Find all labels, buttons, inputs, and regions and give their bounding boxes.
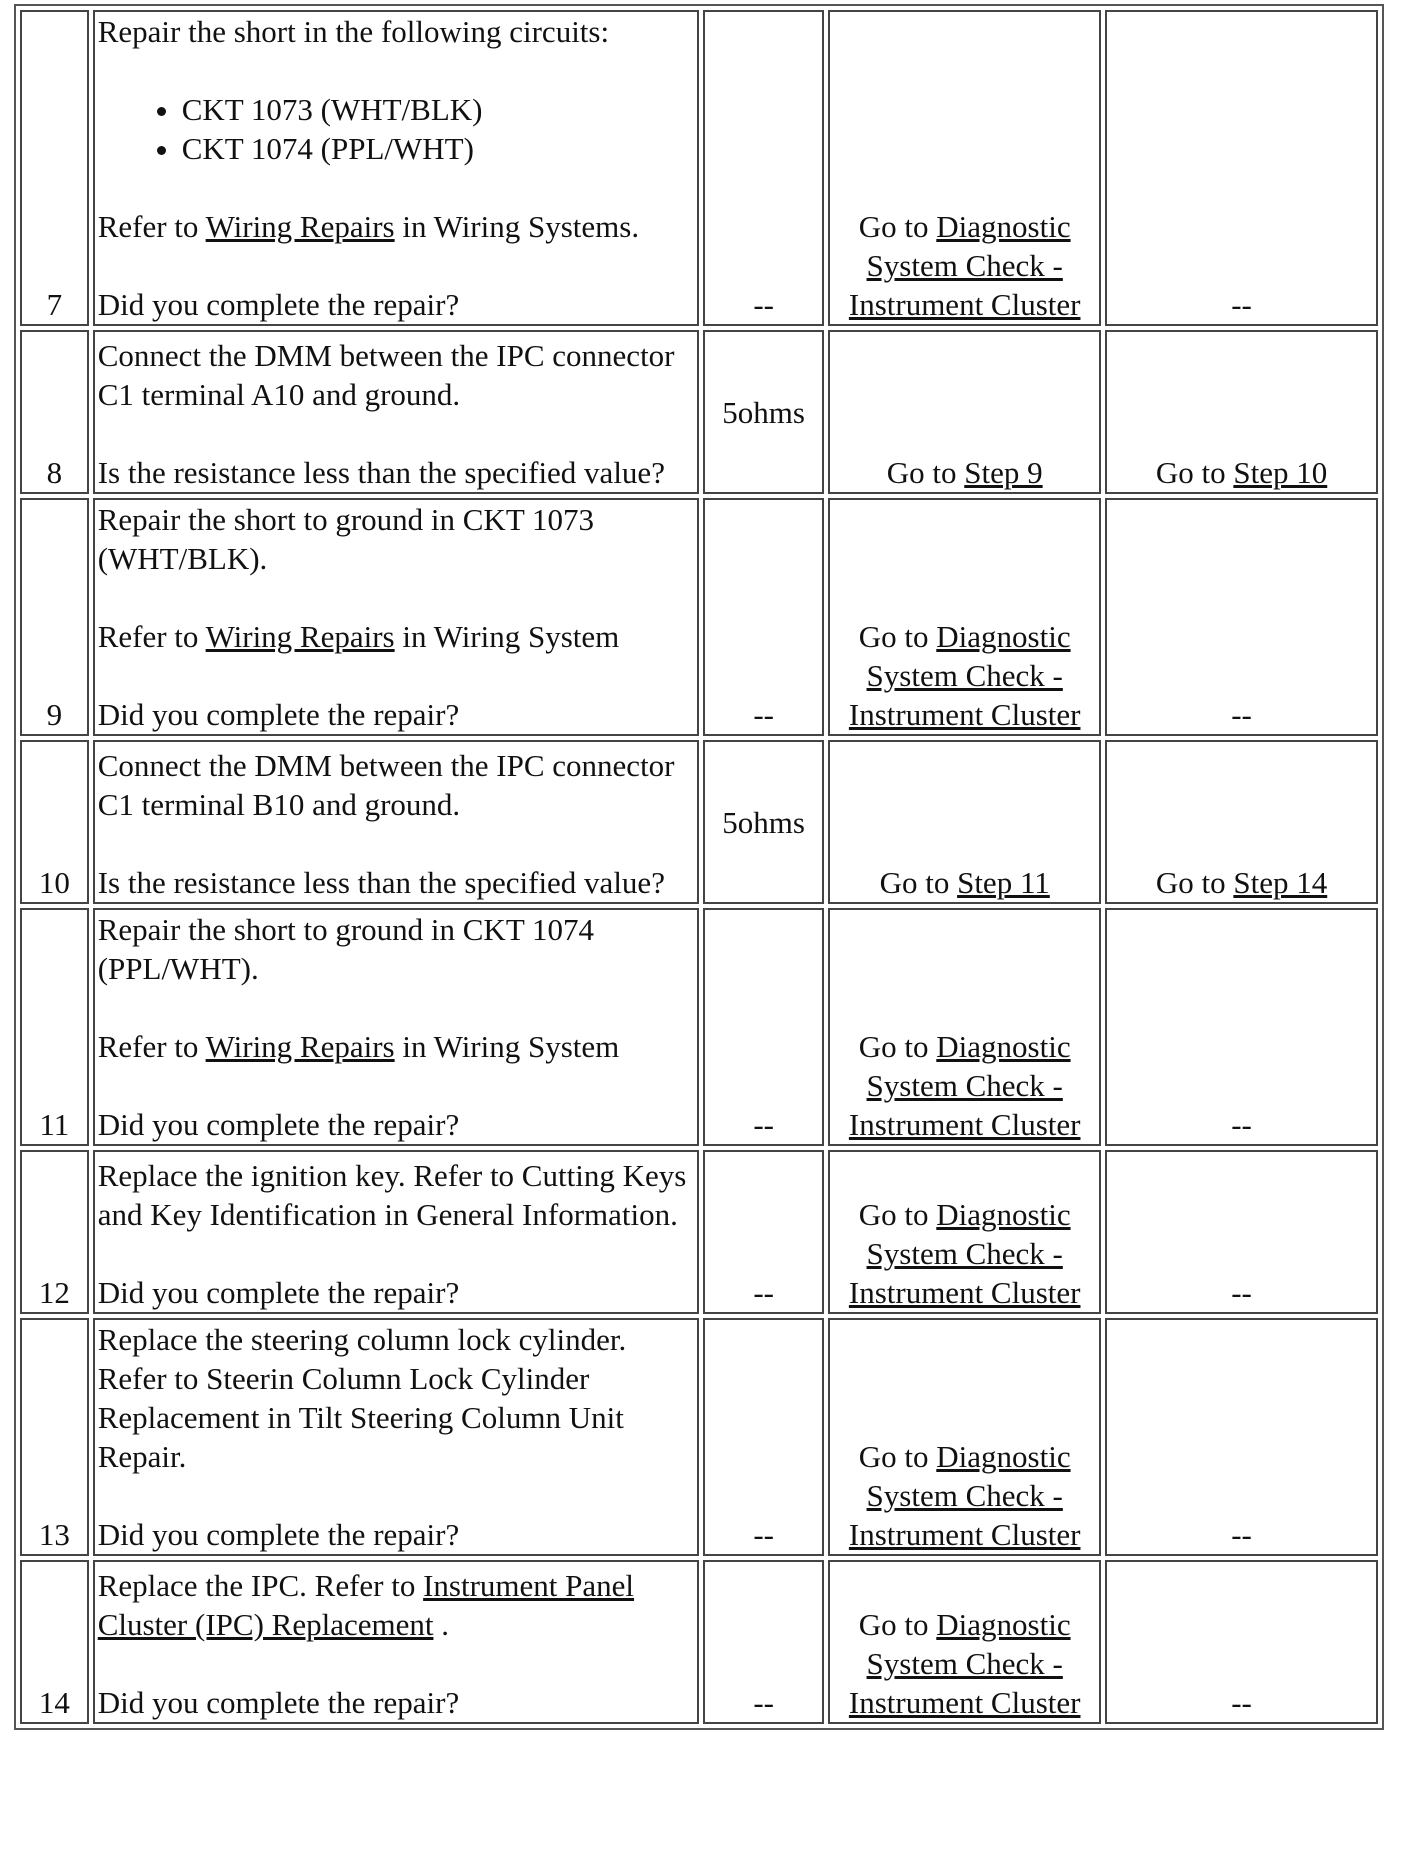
step-number: 9 <box>20 498 89 736</box>
action-cell <box>93 1560 699 1724</box>
action-text: Replace the steering column lock cylinder. Refer to Steerin Column Lock Cylinder Replacement in Tilt Steering Column Unit Repair. <box>97 1322 627 1474</box>
no-cell: Go to Step 14 <box>1105 740 1378 904</box>
no-cell: -- <box>1105 10 1378 326</box>
list-item: • CKT 1073 (WHT/BLK) <box>182 90 694 129</box>
step-number: 14 <box>20 1560 89 1724</box>
diagnostic-system-check-link[interactable]: Diagnostic System Check - Instrument Cluster <box>848 619 1081 732</box>
step-number: 13 <box>20 1318 89 1556</box>
yes-cell: Go to Diagnostic System Check - Instrument Cluster <box>828 1560 1101 1724</box>
question-text: Did you complete the repair? <box>97 1517 460 1552</box>
yes-cell: Go to Step 9 <box>828 330 1101 494</box>
table-row <box>20 740 1378 904</box>
yes-cell: Go to Diagnostic System Check - Instrument Cluster <box>828 1318 1101 1556</box>
circuit-list <box>98 90 694 168</box>
action-cell <box>93 1318 699 1556</box>
step-11-link[interactable]: Step 11 <box>957 865 1050 900</box>
action-cell <box>93 908 699 1146</box>
step-number: 11 <box>20 908 89 1146</box>
no-cell: -- <box>1105 1150 1378 1314</box>
refer-text: Refer to Wiring Repairs in Wiring System <box>97 619 620 654</box>
diagnostic-system-check-link[interactable]: Diagnostic System Check - Instrument Cluster <box>848 209 1081 322</box>
table-row <box>20 1318 1378 1556</box>
question-text: Did you complete the repair? <box>97 1107 460 1142</box>
table-row <box>20 908 1378 1146</box>
no-cell: -- <box>1105 1318 1378 1556</box>
value-cell: -- <box>703 1560 824 1724</box>
yes-cell: Go to Diagnostic System Check - Instrument Cluster <box>828 498 1101 736</box>
wiring-repairs-link[interactable]: Wiring Repairs <box>205 1029 395 1064</box>
action-text: Repair the short in the following circuits: <box>97 14 610 49</box>
question-text: Did you complete the repair? <box>97 287 460 322</box>
step-number: 10 <box>20 740 89 904</box>
yes-cell: Go to Diagnostic System Check - Instrument Cluster <box>828 1150 1101 1314</box>
value-cell: -- <box>703 1318 824 1556</box>
step-number: 7 <box>20 10 89 326</box>
value-cell: -- <box>703 498 824 736</box>
question-text: Is the resistance less than the specified value? <box>97 865 665 900</box>
refer-text: Refer to Wiring Repairs in Wiring Systems. <box>97 209 640 244</box>
step-10-link[interactable]: Step 10 <box>1233 455 1328 490</box>
action-cell <box>93 330 699 494</box>
action-cell <box>93 498 699 736</box>
question-text: Did you complete the repair? <box>97 1275 460 1310</box>
step-9-link[interactable]: Step 9 <box>964 455 1043 490</box>
action-text: Repair the short to ground in CKT 1074 (PPL/WHT). <box>97 912 594 986</box>
table-row <box>20 10 1378 326</box>
action-text: Replace the IPC. Refer to Instrument Panel Cluster (IPC) Replacement . <box>97 1568 635 1642</box>
action-text: Repair the short to ground in CKT 1073 (WHT/BLK). <box>97 502 594 576</box>
question-text: Is the resistance less than the specified value? <box>97 455 665 490</box>
yes-cell: Go to Diagnostic System Check - Instrument Cluster <box>828 10 1101 326</box>
diagnostic-system-check-link[interactable]: Diagnostic System Check - Instrument Cluster <box>848 1029 1081 1142</box>
action-cell <box>93 1150 699 1314</box>
no-cell: -- <box>1105 1560 1378 1724</box>
no-cell: -- <box>1105 908 1378 1146</box>
yes-cell: Go to Diagnostic System Check - Instrument Cluster <box>828 908 1101 1146</box>
action-cell <box>93 740 699 904</box>
diagnostic-system-check-link[interactable]: Diagnostic System Check - Instrument Cluster <box>848 1197 1081 1310</box>
wiring-repairs-link[interactable]: Wiring Repairs <box>205 209 395 244</box>
table-row <box>20 330 1378 494</box>
diagnostic-table <box>14 4 1384 1730</box>
diagnostic-system-check-link[interactable]: Diagnostic System Check - Instrument Cluster <box>848 1439 1081 1552</box>
no-cell: Go to Step 10 <box>1105 330 1378 494</box>
action-text: Connect the DMM between the IPC connector C1 terminal A10 and ground. <box>97 338 675 412</box>
refer-text: Refer to Wiring Repairs in Wiring System <box>97 1029 620 1064</box>
action-cell <box>93 10 699 326</box>
ipc-replacement-link[interactable]: Instrument Panel Cluster (IPC) Replacement <box>97 1568 635 1642</box>
value-cell: -- <box>703 10 824 326</box>
action-text: Replace the ignition key. Refer to Cutting Keys and Key Identification in General Information. <box>97 1158 687 1232</box>
diagnostic-system-check-link[interactable]: Diagnostic System Check - Instrument Cluster <box>848 1607 1081 1720</box>
value-cell: 5ohms <box>703 330 824 494</box>
question-text: Did you complete the repair? <box>97 1685 460 1720</box>
value-cell: -- <box>703 1150 824 1314</box>
value-cell: -- <box>703 908 824 1146</box>
step-number: 12 <box>20 1150 89 1314</box>
step-number: 8 <box>20 330 89 494</box>
no-cell: -- <box>1105 498 1378 736</box>
question-text: Did you complete the repair? <box>97 697 460 732</box>
list-item: • CKT 1074 (PPL/WHT) <box>182 129 694 168</box>
wiring-repairs-link[interactable]: Wiring Repairs <box>205 619 395 654</box>
value-cell: 5ohms <box>703 740 824 904</box>
action-text: Connect the DMM between the IPC connector C1 terminal B10 and ground. <box>97 748 675 822</box>
step-14-link[interactable]: Step 14 <box>1233 865 1328 900</box>
table-row <box>20 498 1378 736</box>
yes-cell: Go to Step 11 <box>828 740 1101 904</box>
table-row <box>20 1150 1378 1314</box>
table-row <box>20 1560 1378 1724</box>
